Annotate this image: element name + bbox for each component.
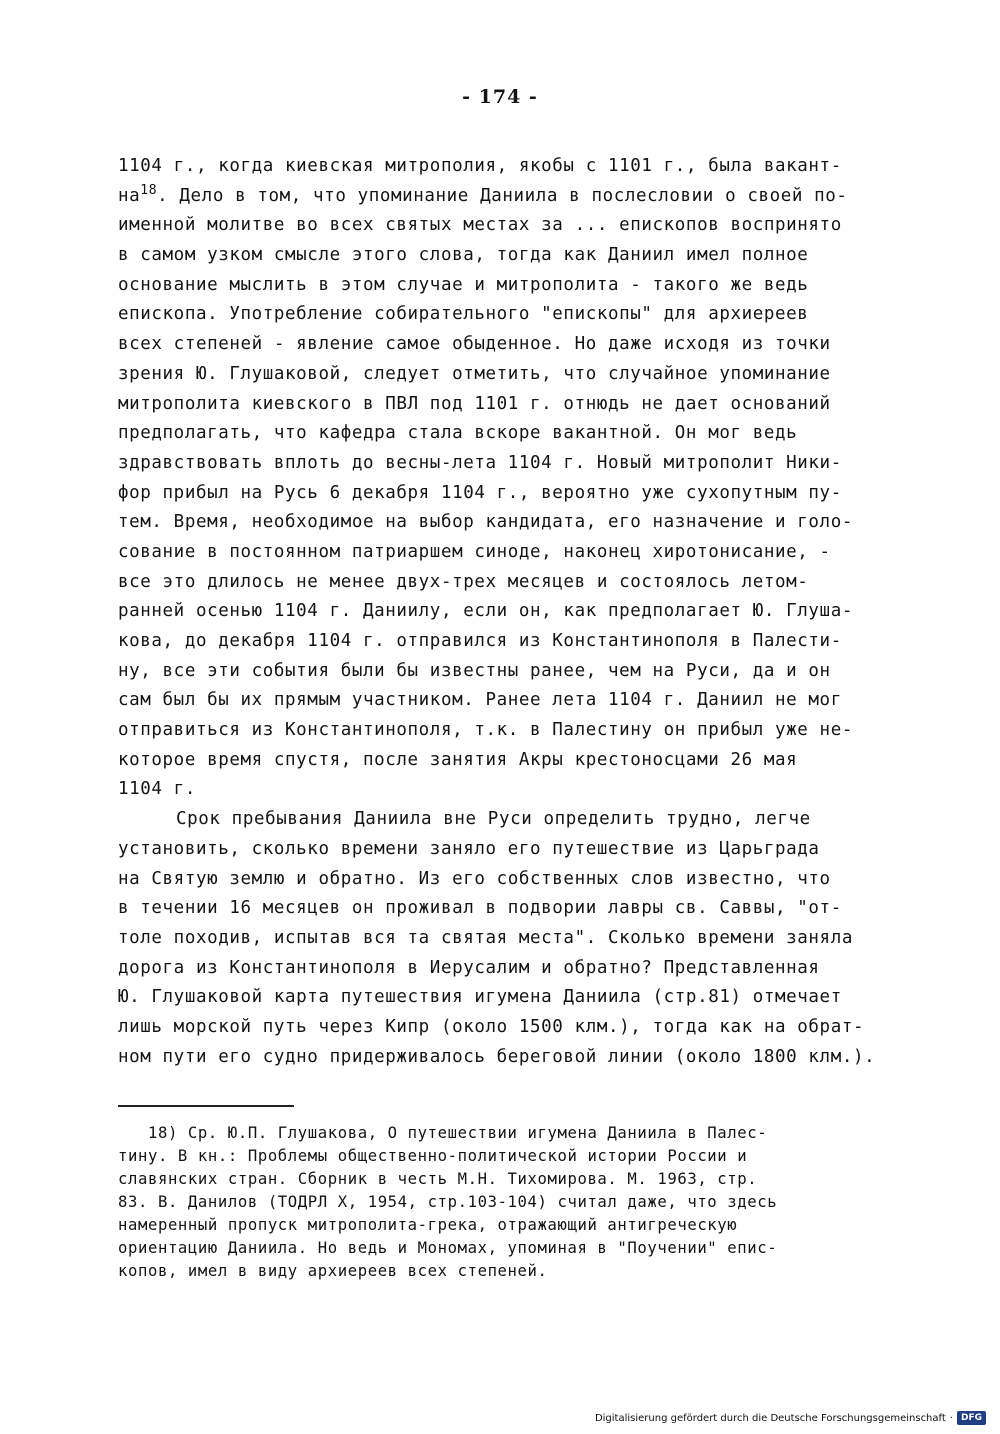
text-line	[118, 983, 918, 1013]
credit-text: Digitalisierung gefördert durch die Deutsche Forschungsgemeinschaft	[594, 1412, 946, 1424]
text-line	[118, 835, 918, 865]
text-line-content: епископа. Употребление собирательного "епископы" для архиереев	[118, 304, 809, 325]
text-line-content: всех степеней - явление самое обыденное. Но даже исходя из точки	[118, 334, 831, 355]
text-line	[118, 271, 918, 301]
text-line	[118, 360, 918, 390]
page-number: - 174 -	[462, 86, 538, 108]
text-line	[118, 1013, 918, 1043]
text-line	[118, 241, 918, 271]
text-line-content: лишь морской путь через Кипр (около 1500 клм.), тогда как на обрат-	[118, 1016, 865, 1037]
text-line-content: ну, все эти события были бы известны ранее, чем на Руси, да и он	[118, 660, 831, 681]
text-line	[118, 805, 918, 835]
text-line	[118, 746, 918, 776]
text-line-content: в течении 16 месяцев он проживал в подвории лавры св. Саввы, "от-	[118, 898, 842, 919]
text-line-content: толе походив, испытав вся та святая места". Сколько времени заняла	[118, 927, 853, 948]
text-line	[118, 597, 918, 627]
text-line-content: Ю. Глушаковой карта путешествия игумена Даниила (стр.81) отмечает	[118, 987, 842, 1008]
text-line	[118, 538, 918, 568]
text-line-content: дорога из Константинополя в Иерусалим и обратно? Представленная	[118, 957, 820, 978]
footnote-line: ориентацию Даниила. Но ведь и Мономах, упоминая в "Поучении" епис-	[118, 1239, 778, 1257]
text-line	[118, 390, 918, 420]
text-line	[118, 211, 918, 241]
text-line-content: 1104 г., когда киевская митрополия, якобы с 1101 г., была вакант-	[118, 156, 842, 176]
dfg-logo: DFG	[957, 1411, 986, 1425]
text-line	[118, 954, 918, 984]
footnote-reference: 18	[140, 182, 158, 198]
text-line-content: Срок пребывания Даниила вне Руси определить трудно, легче	[176, 809, 811, 830]
text-line-content: фор прибыл на Русь 6 декабря 1104 г., вероятно уже сухопутным пу-	[118, 482, 842, 503]
footnote-line: намеренный пропуск митрополита-грека, отражающий антигреческую	[118, 1216, 738, 1234]
text-line	[118, 419, 918, 449]
text-line-content: . Дело в том, что упоминание Даниила в послесловии о своей по-	[157, 185, 848, 206]
text-line	[118, 182, 918, 212]
text-line-content: на	[118, 185, 141, 206]
footnote-line: 83. В. Данилов (ТОДРЛ X, 1954, стр.103-104) считал даже, что здесь	[118, 1193, 778, 1211]
text-line-content: которое время спустя, после занятия Акры крестоносцами 26 мая	[118, 749, 798, 770]
text-line	[118, 479, 918, 509]
footnote	[118, 1122, 918, 1283]
text-line	[118, 686, 918, 716]
text-line-content: здравствовать вплоть до весны-лета 1104 г. Новый митрополит Ники-	[118, 452, 842, 473]
text-line	[118, 300, 918, 330]
text-line-content: предполагать, что кафедра стала вскоре вакантной. Он мог ведь	[118, 423, 798, 444]
text-line	[118, 894, 918, 924]
text-line-content: тем. Время, необходимое на выбор кандидата, его назначение и голо-	[118, 512, 853, 533]
text-line-content: ранней осенью 1104 г. Даниилу, если он, как предполагает Ю. Глуша-	[118, 601, 853, 622]
text-line-content: сам был бы их прямым участником. Ранее лета 1104 г. Даниил не мог	[118, 690, 842, 711]
footnote-line: славянских стран. Сборник в честь М.Н. Тихомирова. М. 1963, стр.	[118, 1170, 758, 1188]
footnote-line: копов, имел в виду архиереев всех степеней.	[118, 1262, 548, 1280]
text-line	[118, 449, 918, 479]
text-line	[118, 775, 918, 805]
text-line-content: установить, сколько времени заняло его путешествие из Царьграда	[118, 838, 820, 859]
text-line-content: именной молитве во всех святых местах за ... епископов воспринято	[118, 215, 842, 236]
text-line	[118, 1043, 918, 1073]
text-line-content: в самом узком смысле этого слова, тогда как Даниил имел полное	[118, 245, 809, 266]
footnote-line: 18) Ср. Ю.П. Глушакова, О путешествии игумена Даниила в Палес-	[118, 1124, 768, 1142]
text-line-content: 1104 г.	[118, 779, 196, 800]
text-line	[118, 152, 918, 182]
text-line-content: кова, до декабря 1104 г. отправился из Константинополя в Палести-	[118, 631, 842, 651]
text-line-content: на Святую землю и обратно. Из его собственных слов известно, что	[118, 868, 831, 889]
text-line	[118, 716, 918, 746]
main-text	[118, 152, 918, 1072]
text-line	[118, 924, 918, 954]
text-line	[118, 568, 918, 598]
text-line-content: зрения Ю. Глушаковой, следует отметить, что случайное упоминание	[118, 363, 831, 384]
text-line-content: сование в постоянном патриаршем синоде, наконец хиротонисание, -	[118, 541, 831, 562]
text-line-content: отправиться из Константинополя, т.к. в Палестину он прибыл уже не-	[118, 720, 853, 741]
digitization-credit: Digitalisierung gefördert durch die Deutsche Forschungsgemeinschaft · DFG	[595, 1408, 986, 1428]
footnote-line: тину. В кн.: Проблемы общественно-политической истории России и	[118, 1147, 748, 1165]
text-line-content: основание мыслить в этом случае и митрополита - такого же ведь	[118, 274, 809, 295]
text-line-content: митрополита киевского в ПВЛ под 1101 г. отнюдь не дает оснований	[118, 393, 831, 414]
text-line	[118, 330, 918, 360]
text-line-content: ном пути его судно придерживалось береговой линии (около 1800 клм.).	[118, 1046, 876, 1067]
footnote-separator	[118, 1105, 294, 1107]
text-line	[118, 865, 918, 895]
text-line-content: все это длилось не менее двух-трех месяцев и состоялось летом-	[118, 571, 809, 592]
text-line	[118, 627, 918, 657]
text-line	[118, 508, 918, 538]
text-line	[118, 657, 918, 687]
